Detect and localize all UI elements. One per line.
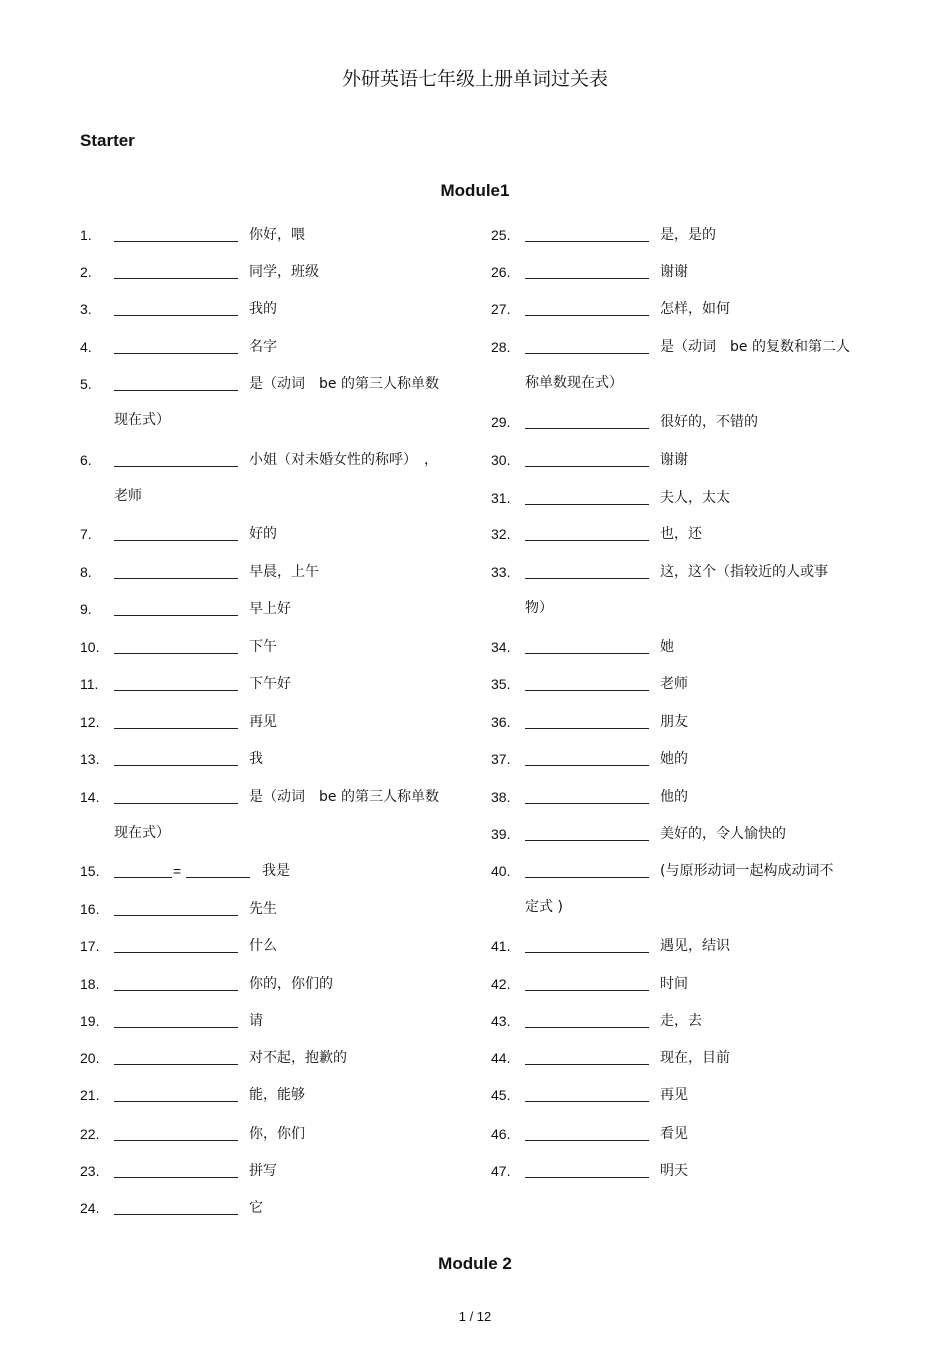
item-number: 2. [80,264,92,280]
item-number: 19. [80,1013,100,1029]
chinese-meaning: 很好的，不错的 [660,414,758,430]
answer-blank[interactable] [114,1086,238,1102]
chinese-meaning: 谢谢 [660,452,688,468]
item-number: 25. [491,227,511,243]
chinese-meaning-continued: 定式 ) [525,899,563,915]
chinese-meaning: 也，还 [660,526,702,542]
answer-blank[interactable] [114,1199,238,1215]
item-number: 9. [80,601,92,617]
answer-blank[interactable] [114,788,238,804]
chinese-meaning-continued: 现在式） [114,825,170,841]
chinese-meaning-continued: 现在式） [114,412,170,428]
item-number: 30. [491,452,511,468]
item-number: 16. [80,901,100,917]
item-number: 14. [80,789,100,805]
answer-blank[interactable] [114,1012,238,1028]
item-number: 11. [80,676,99,692]
answer-blank[interactable] [525,675,649,691]
chinese-meaning: 请 [249,1013,263,1029]
chinese-meaning: 先生 [249,901,277,917]
answer-blank[interactable] [525,563,649,579]
chinese-meaning: 怎样，如何 [660,301,730,317]
item-number: 32. [491,526,511,542]
chinese-meaning: 他的 [660,789,688,805]
answer-blank[interactable] [525,713,649,729]
chinese-meaning: 走，去 [660,1013,702,1029]
chinese-meaning: 老师 [660,676,688,692]
item-number: 13. [80,751,100,767]
answer-blank[interactable] [525,1162,649,1178]
chinese-meaning: 能，能够 [249,1087,305,1103]
chinese-meaning: 好的 [249,526,277,542]
chinese-meaning: 再见 [660,1087,688,1103]
answer-blank[interactable] [114,975,238,991]
chinese-meaning: 遇见，结识 [660,938,730,954]
answer-blank[interactable] [114,338,238,354]
chinese-meaning: 看见 [660,1126,688,1142]
answer-blank[interactable] [114,937,238,953]
chinese-meaning: 她 [660,639,674,655]
chinese-meaning: 拼写 [249,1163,277,1179]
chinese-meaning-continued: 老师 [114,488,142,504]
item-number: 24. [80,1200,100,1216]
chinese-meaning: 是（动词 be 的复数和第二人 [660,339,850,355]
chinese-meaning: 你，你们 [249,1126,305,1142]
chinese-meaning: 对不起，抱歉的 [249,1050,347,1066]
answer-blank[interactable] [525,937,649,953]
chinese-meaning: 这，这个（指较近的人或事 [660,564,828,580]
item-number: 12. [80,714,100,730]
item-number: 44. [491,1050,511,1066]
item-number: 6. [80,452,92,468]
answer-blank[interactable] [525,1125,649,1141]
answer-blank[interactable] [114,900,238,916]
item-number: 42. [491,976,511,992]
chinese-meaning-continued: 物） [525,600,553,616]
answer-blank[interactable] [525,862,649,878]
chinese-meaning: 你的，你们的 [249,976,333,992]
item-number: 23. [80,1163,100,1179]
answer-blank[interactable] [525,451,649,467]
item-number: 33. [491,564,511,580]
answer-blank[interactable] [114,451,238,467]
page-number: 1 / 12 [458,1309,492,1324]
answer-blank[interactable] [525,975,649,991]
chinese-meaning: 下午 [249,639,277,655]
item-number: 5. [80,376,92,392]
item-number: 8. [80,564,92,580]
item-number: 17. [80,938,100,954]
answer-blank[interactable] [114,563,238,579]
item-number: 10. [80,639,100,655]
answer-blank[interactable] [525,300,649,316]
item-number: 3. [80,301,92,317]
chinese-meaning: 我是 [262,863,290,879]
answer-blank[interactable] [525,825,649,841]
chinese-meaning: 明天 [660,1163,688,1179]
section-heading-module2: Module 2 [438,1254,512,1273]
chinese-meaning: 下午好 [249,676,291,692]
answer-blank[interactable] [525,638,649,654]
item-number: 27. [491,301,511,317]
chinese-meaning: 你好，喂 [249,227,305,243]
item-number: 38. [491,789,511,805]
item-number: 18. [80,976,100,992]
answer-blank[interactable] [114,525,238,541]
item-number: 37. [491,751,511,767]
answer-blank[interactable] [525,525,649,541]
answer-blank[interactable] [114,675,238,691]
answer-blank[interactable] [525,1012,649,1028]
chinese-meaning: 我 [249,751,263,767]
chinese-meaning: 朋友 [660,714,688,730]
item-number: 7. [80,526,92,542]
item-number: 39. [491,826,511,842]
item-number: 40. [491,863,511,879]
chinese-meaning: 它 [249,1200,263,1216]
answer-blank[interactable] [525,413,649,429]
answer-blank[interactable] [525,1086,649,1102]
chinese-meaning: 是，是的 [660,227,716,243]
answer-blank[interactable] [114,638,238,654]
answer-blank[interactable] [525,226,649,242]
item-number: 21. [80,1087,100,1103]
item-number: 4. [80,339,92,355]
chinese-meaning: 谢谢 [660,264,688,280]
chinese-meaning: 时间 [660,976,688,992]
answer-blank[interactable] [114,862,172,878]
item-number: 31. [491,490,511,506]
chinese-meaning-continued: 称单数现在式） [525,375,623,391]
answer-blank[interactable] [114,600,238,616]
answer-blank[interactable] [114,300,238,316]
answer-blank[interactable] [114,1049,238,1065]
chinese-meaning: 小姐（对未婚女性的称呼） ， [249,452,438,468]
item-number: 20. [80,1050,100,1066]
answer-blank[interactable] [525,263,649,279]
item-number: 36. [491,714,511,730]
item-number: 1. [80,227,92,243]
section-heading-starter: Starter [80,131,135,150]
chinese-meaning: 美好的，令人愉快的 [660,826,786,842]
item-number: 29. [491,414,511,430]
chinese-meaning: (与原形动词一起构成动词不 [660,863,834,879]
chinese-meaning: 什么 [249,938,277,954]
answer-blank[interactable] [525,338,649,354]
chinese-meaning: 再见 [249,714,277,730]
answer-blank[interactable] [114,713,238,729]
chinese-meaning: 夫人，太太 [660,490,730,506]
chinese-meaning: 名字 [249,339,277,355]
answer-blank[interactable] [525,788,649,804]
answer-blank[interactable] [114,375,238,391]
item-number: 47. [491,1163,511,1179]
answer-blank[interactable] [114,263,238,279]
chinese-meaning: 早上好 [249,601,291,617]
answer-blank[interactable] [525,489,649,505]
equals-sign: = [173,863,182,879]
chinese-meaning: 现在，目前 [660,1050,730,1066]
answer-blank[interactable] [114,750,238,766]
page-title: 外研英语七年级上册单词过关表 [341,68,608,90]
chinese-meaning: 她的 [660,751,688,767]
answer-blank[interactable] [114,226,238,242]
answer-blank[interactable] [186,862,250,878]
chinese-meaning: 同学，班级 [249,264,319,280]
item-number: 26. [491,264,511,280]
item-number: 35. [491,676,511,692]
item-number: 15. [80,863,100,879]
answer-blank[interactable] [525,750,649,766]
chinese-meaning: 是（动词 be 的第三人称单数 [249,376,439,392]
chinese-meaning: 我的 [249,301,277,317]
item-number: 28. [491,339,511,355]
item-number: 22. [80,1126,100,1142]
item-number: 45. [491,1087,511,1103]
item-number: 43. [491,1013,511,1029]
item-number: 34. [491,639,511,655]
section-heading-module1: Module1 [440,181,510,200]
answer-blank[interactable] [525,1049,649,1065]
chinese-meaning: 早晨，上午 [249,564,319,580]
answer-blank[interactable] [114,1125,238,1141]
item-number: 46. [491,1126,511,1142]
answer-blank[interactable] [114,1162,238,1178]
item-number: 41. [491,938,511,954]
chinese-meaning: 是（动词 be 的第三人称单数 [249,789,439,805]
